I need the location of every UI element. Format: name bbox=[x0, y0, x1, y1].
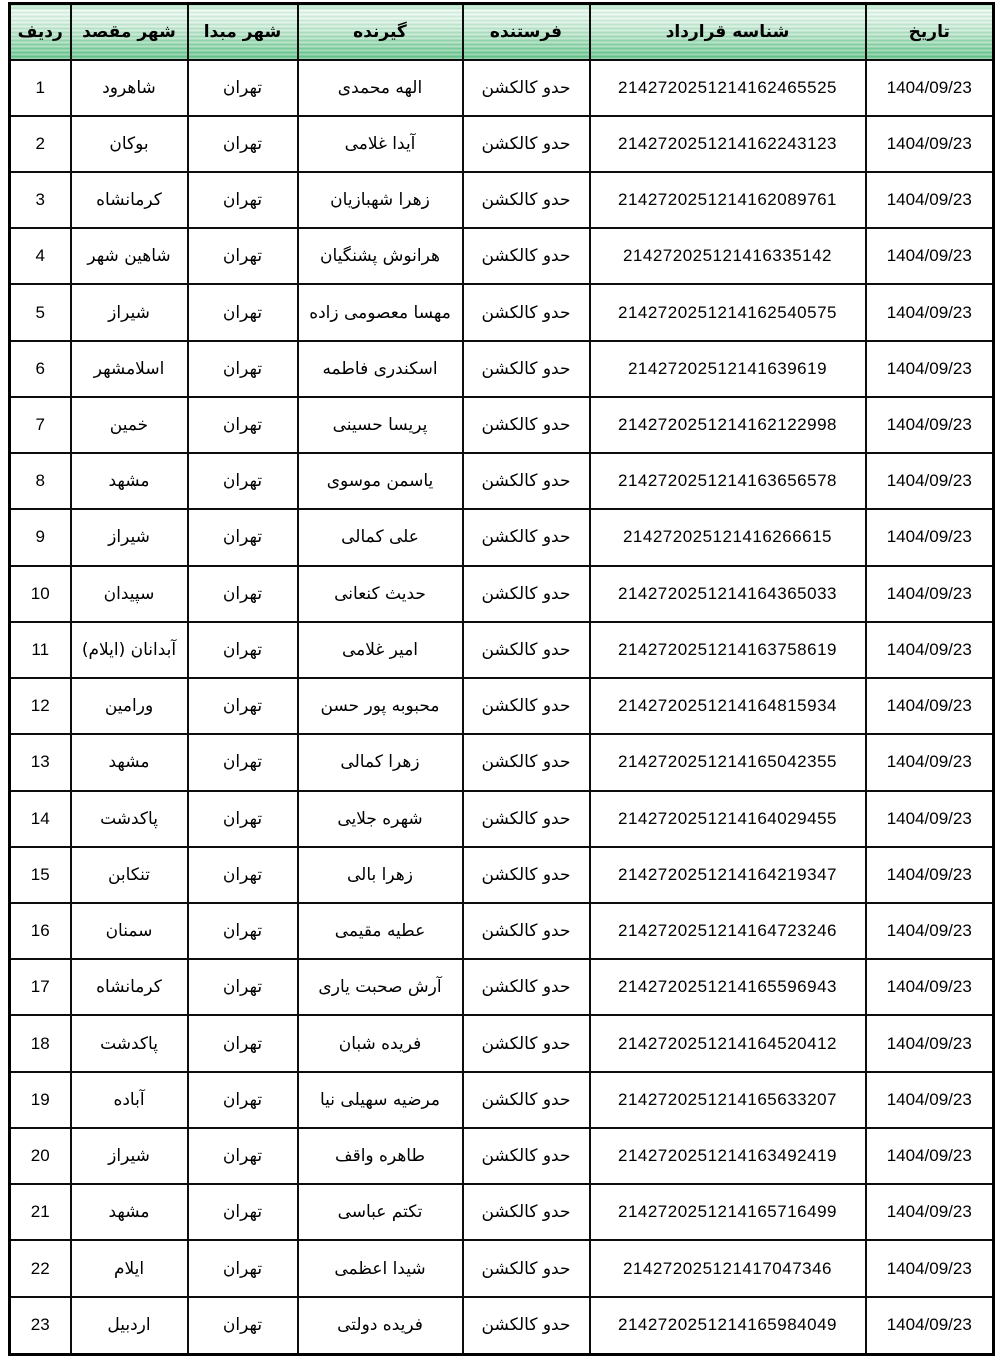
cell-destination_city: اردبیل bbox=[71, 1297, 188, 1355]
cell-destination_city: مشهد bbox=[71, 1184, 188, 1240]
cell-row_number: 3 bbox=[10, 172, 71, 228]
cell-row_number: 16 bbox=[10, 903, 71, 959]
header-row bbox=[10, 4, 994, 60]
cell-date: 1404/09/23 bbox=[866, 397, 994, 453]
cell-origin_city: تهران bbox=[188, 734, 298, 790]
table-row bbox=[10, 1128, 994, 1184]
cell-row_number: 11 bbox=[10, 622, 71, 678]
cell-sender: حدو کالکشن bbox=[463, 1184, 590, 1240]
cell-contract_id: 21427202512141639619 bbox=[590, 341, 866, 397]
cell-origin_city: تهران bbox=[188, 622, 298, 678]
table-body bbox=[10, 60, 994, 1355]
cell-origin_city: تهران bbox=[188, 341, 298, 397]
cell-date: 1404/09/23 bbox=[866, 341, 994, 397]
cell-row_number: 21 bbox=[10, 1184, 71, 1240]
cell-contract_id: 2142720251214165984049 bbox=[590, 1297, 866, 1355]
table-row bbox=[10, 1015, 994, 1071]
cell-destination_city: سمنان bbox=[71, 903, 188, 959]
table-row bbox=[10, 453, 994, 509]
cell-sender: حدو کالکشن bbox=[463, 60, 590, 116]
cell-origin_city: تهران bbox=[188, 1015, 298, 1071]
cell-sender: حدو کالکشن bbox=[463, 284, 590, 340]
cell-receiver: شیدا اعظمی bbox=[298, 1240, 463, 1296]
cell-receiver: زهرا شهبازیان bbox=[298, 172, 463, 228]
cell-sender: حدو کالکشن bbox=[463, 172, 590, 228]
cell-receiver: پریسا حسینی bbox=[298, 397, 463, 453]
cell-date: 1404/09/23 bbox=[866, 1297, 994, 1355]
table-row bbox=[10, 228, 994, 284]
cell-sender: حدو کالکشن bbox=[463, 959, 590, 1015]
cell-contract_id: 2142720251214162089761 bbox=[590, 172, 866, 228]
cell-origin_city: تهران bbox=[188, 60, 298, 116]
cell-destination_city: ایلام bbox=[71, 1240, 188, 1296]
cell-row_number: 7 bbox=[10, 397, 71, 453]
table-row bbox=[10, 1184, 994, 1240]
cell-sender: حدو کالکشن bbox=[463, 341, 590, 397]
table-row bbox=[10, 622, 994, 678]
cell-receiver: زهرا کمالی bbox=[298, 734, 463, 790]
cell-contract_id: 2142720251214162540575 bbox=[590, 284, 866, 340]
cell-row_number: 17 bbox=[10, 959, 71, 1015]
cell-receiver: الهه محمدی bbox=[298, 60, 463, 116]
cell-date: 1404/09/23 bbox=[866, 1072, 994, 1128]
table-row bbox=[10, 1072, 994, 1128]
cell-receiver: آرش صحبت یاری bbox=[298, 959, 463, 1015]
cell-sender: حدو کالکشن bbox=[463, 903, 590, 959]
cell-contract_id: 214272025121416266615 bbox=[590, 509, 866, 565]
cell-sender: حدو کالکشن bbox=[463, 509, 590, 565]
cell-origin_city: تهران bbox=[188, 1072, 298, 1128]
cell-destination_city: شاهین شهر bbox=[71, 228, 188, 284]
cell-receiver: شهره جلایی bbox=[298, 791, 463, 847]
cell-origin_city: تهران bbox=[188, 1240, 298, 1296]
cell-origin_city: تهران bbox=[188, 1184, 298, 1240]
cell-receiver: مرضیه سهیلی نیا bbox=[298, 1072, 463, 1128]
cell-origin_city: تهران bbox=[188, 116, 298, 172]
column-header-sender: فرستنده bbox=[463, 4, 590, 60]
cell-date: 1404/09/23 bbox=[866, 847, 994, 903]
cell-date: 1404/09/23 bbox=[866, 1184, 994, 1240]
cell-row_number: 14 bbox=[10, 791, 71, 847]
cell-date: 1404/09/23 bbox=[866, 453, 994, 509]
shipments-table bbox=[8, 2, 995, 1356]
cell-date: 1404/09/23 bbox=[866, 734, 994, 790]
cell-date: 1404/09/23 bbox=[866, 60, 994, 116]
cell-sender: حدو کالکشن bbox=[463, 397, 590, 453]
cell-row_number: 20 bbox=[10, 1128, 71, 1184]
cell-destination_city: آبدانان (ایلام) bbox=[71, 622, 188, 678]
table-row bbox=[10, 60, 994, 116]
cell-sender: حدو کالکشن bbox=[463, 1072, 590, 1128]
table-row bbox=[10, 678, 994, 734]
cell-row_number: 6 bbox=[10, 341, 71, 397]
column-header-destination_city: شهر مقصد bbox=[71, 4, 188, 60]
cell-receiver: آیدا غلامی bbox=[298, 116, 463, 172]
cell-origin_city: تهران bbox=[188, 397, 298, 453]
column-header-receiver: گیرنده bbox=[298, 4, 463, 60]
cell-row_number: 2 bbox=[10, 116, 71, 172]
cell-contract_id: 2142720251214163758619 bbox=[590, 622, 866, 678]
cell-date: 1404/09/23 bbox=[866, 959, 994, 1015]
cell-origin_city: تهران bbox=[188, 791, 298, 847]
cell-receiver: عطیه مقیمی bbox=[298, 903, 463, 959]
cell-destination_city: کرمانشاه bbox=[71, 172, 188, 228]
cell-origin_city: تهران bbox=[188, 1297, 298, 1355]
cell-sender: حدو کالکشن bbox=[463, 453, 590, 509]
cell-sender: حدو کالکشن bbox=[463, 678, 590, 734]
cell-row_number: 18 bbox=[10, 1015, 71, 1071]
cell-date: 1404/09/23 bbox=[866, 678, 994, 734]
cell-origin_city: تهران bbox=[188, 284, 298, 340]
cell-origin_city: تهران bbox=[188, 847, 298, 903]
cell-destination_city: تنکابن bbox=[71, 847, 188, 903]
cell-contract_id: 2142720251214163656578 bbox=[590, 453, 866, 509]
cell-destination_city: شیراز bbox=[71, 509, 188, 565]
cell-contract_id: 2142720251214164029455 bbox=[590, 791, 866, 847]
cell-row_number: 9 bbox=[10, 509, 71, 565]
cell-date: 1404/09/23 bbox=[866, 284, 994, 340]
cell-sender: حدو کالکشن bbox=[463, 566, 590, 622]
cell-contract_id: 2142720251214164723246 bbox=[590, 903, 866, 959]
cell-origin_city: تهران bbox=[188, 566, 298, 622]
table-row bbox=[10, 341, 994, 397]
column-header-row_number: ردیف bbox=[10, 4, 71, 60]
cell-sender: حدو کالکشن bbox=[463, 791, 590, 847]
cell-contract_id: 2142720251214165716499 bbox=[590, 1184, 866, 1240]
cell-destination_city: مشهد bbox=[71, 453, 188, 509]
cell-sender: حدو کالکشن bbox=[463, 1015, 590, 1071]
table-row bbox=[10, 734, 994, 790]
cell-origin_city: تهران bbox=[188, 172, 298, 228]
cell-destination_city: پاکدشت bbox=[71, 1015, 188, 1071]
cell-receiver: فریده شبان bbox=[298, 1015, 463, 1071]
cell-sender: حدو کالکشن bbox=[463, 1240, 590, 1296]
table-row bbox=[10, 959, 994, 1015]
cell-contract_id: 2142720251214164365033 bbox=[590, 566, 866, 622]
cell-destination_city: شیراز bbox=[71, 284, 188, 340]
cell-contract_id: 2142720251214164815934 bbox=[590, 678, 866, 734]
cell-contract_id: 214272025121416335142 bbox=[590, 228, 866, 284]
cell-sender: حدو کالکشن bbox=[463, 1128, 590, 1184]
cell-receiver: محبوبه پور حسن bbox=[298, 678, 463, 734]
cell-origin_city: تهران bbox=[188, 959, 298, 1015]
cell-row_number: 19 bbox=[10, 1072, 71, 1128]
cell-sender: حدو کالکشن bbox=[463, 228, 590, 284]
column-header-contract_id: شناسه قرارداد bbox=[590, 4, 866, 60]
cell-origin_city: تهران bbox=[188, 903, 298, 959]
cell-contract_id: 2142720251214162465525 bbox=[590, 60, 866, 116]
cell-row_number: 22 bbox=[10, 1240, 71, 1296]
table-row bbox=[10, 172, 994, 228]
cell-row_number: 1 bbox=[10, 60, 71, 116]
table-row bbox=[10, 791, 994, 847]
cell-receiver: یاسمن موسوی bbox=[298, 453, 463, 509]
cell-date: 1404/09/23 bbox=[866, 509, 994, 565]
cell-row_number: 10 bbox=[10, 566, 71, 622]
cell-contract_id: 2142720251214162243123 bbox=[590, 116, 866, 172]
cell-date: 1404/09/23 bbox=[866, 903, 994, 959]
cell-date: 1404/09/23 bbox=[866, 116, 994, 172]
cell-date: 1404/09/23 bbox=[866, 622, 994, 678]
table-row bbox=[10, 903, 994, 959]
cell-date: 1404/09/23 bbox=[866, 228, 994, 284]
cell-sender: حدو کالکشن bbox=[463, 622, 590, 678]
cell-destination_city: خمین bbox=[71, 397, 188, 453]
cell-contract_id: 214272025121417047346 bbox=[590, 1240, 866, 1296]
cell-date: 1404/09/23 bbox=[866, 791, 994, 847]
cell-destination_city: اسلامشهر bbox=[71, 341, 188, 397]
cell-contract_id: 2142720251214163492419 bbox=[590, 1128, 866, 1184]
column-header-date: تاریخ bbox=[866, 4, 994, 60]
cell-receiver: طاهره واقف bbox=[298, 1128, 463, 1184]
cell-receiver: حدیث کنعانی bbox=[298, 566, 463, 622]
cell-contract_id: 2142720251214165596943 bbox=[590, 959, 866, 1015]
cell-row_number: 4 bbox=[10, 228, 71, 284]
table-row bbox=[10, 1297, 994, 1355]
cell-receiver: امیر غلامی bbox=[298, 622, 463, 678]
cell-destination_city: شاهرود bbox=[71, 60, 188, 116]
cell-receiver: علی کمالی bbox=[298, 509, 463, 565]
table-row bbox=[10, 847, 994, 903]
table-row bbox=[10, 509, 994, 565]
cell-destination_city: ورامین bbox=[71, 678, 188, 734]
table-row bbox=[10, 284, 994, 340]
cell-destination_city: بوکان bbox=[71, 116, 188, 172]
cell-receiver: اسکندری فاطمه bbox=[298, 341, 463, 397]
cell-destination_city: مشهد bbox=[71, 734, 188, 790]
table-row bbox=[10, 116, 994, 172]
cell-row_number: 12 bbox=[10, 678, 71, 734]
table-row bbox=[10, 566, 994, 622]
cell-date: 1404/09/23 bbox=[866, 566, 994, 622]
cell-date: 1404/09/23 bbox=[866, 1015, 994, 1071]
table-row bbox=[10, 397, 994, 453]
cell-sender: حدو کالکشن bbox=[463, 734, 590, 790]
cell-row_number: 13 bbox=[10, 734, 71, 790]
cell-origin_city: تهران bbox=[188, 1128, 298, 1184]
cell-row_number: 5 bbox=[10, 284, 71, 340]
cell-receiver: زهرا بالی bbox=[298, 847, 463, 903]
cell-contract_id: 2142720251214162122998 bbox=[590, 397, 866, 453]
cell-receiver: مهسا معصومی زاده bbox=[298, 284, 463, 340]
cell-date: 1404/09/23 bbox=[866, 1240, 994, 1296]
cell-sender: حدو کالکشن bbox=[463, 116, 590, 172]
cell-destination_city: آباده bbox=[71, 1072, 188, 1128]
cell-receiver: تکتم عباسی bbox=[298, 1184, 463, 1240]
cell-sender: حدو کالکشن bbox=[463, 847, 590, 903]
cell-date: 1404/09/23 bbox=[866, 172, 994, 228]
cell-receiver: هرانوش پشنگیان bbox=[298, 228, 463, 284]
cell-destination_city: کرمانشاه bbox=[71, 959, 188, 1015]
cell-sender: حدو کالکشن bbox=[463, 1297, 590, 1355]
cell-origin_city: تهران bbox=[188, 228, 298, 284]
cell-row_number: 23 bbox=[10, 1297, 71, 1355]
cell-contract_id: 2142720251214164219347 bbox=[590, 847, 866, 903]
table-row bbox=[10, 1240, 994, 1296]
cell-destination_city: شیراز bbox=[71, 1128, 188, 1184]
cell-destination_city: پاکدشت bbox=[71, 791, 188, 847]
cell-origin_city: تهران bbox=[188, 678, 298, 734]
cell-row_number: 8 bbox=[10, 453, 71, 509]
cell-origin_city: تهران bbox=[188, 453, 298, 509]
cell-receiver: فریده دولتی bbox=[298, 1297, 463, 1355]
cell-origin_city: تهران bbox=[188, 509, 298, 565]
cell-contract_id: 2142720251214165633207 bbox=[590, 1072, 866, 1128]
cell-date: 1404/09/23 bbox=[866, 1128, 994, 1184]
cell-row_number: 15 bbox=[10, 847, 71, 903]
column-header-origin_city: شهر مبدا bbox=[188, 4, 298, 60]
cell-contract_id: 2142720251214164520412 bbox=[590, 1015, 866, 1071]
cell-contract_id: 2142720251214165042355 bbox=[590, 734, 866, 790]
cell-destination_city: سپیدان bbox=[71, 566, 188, 622]
